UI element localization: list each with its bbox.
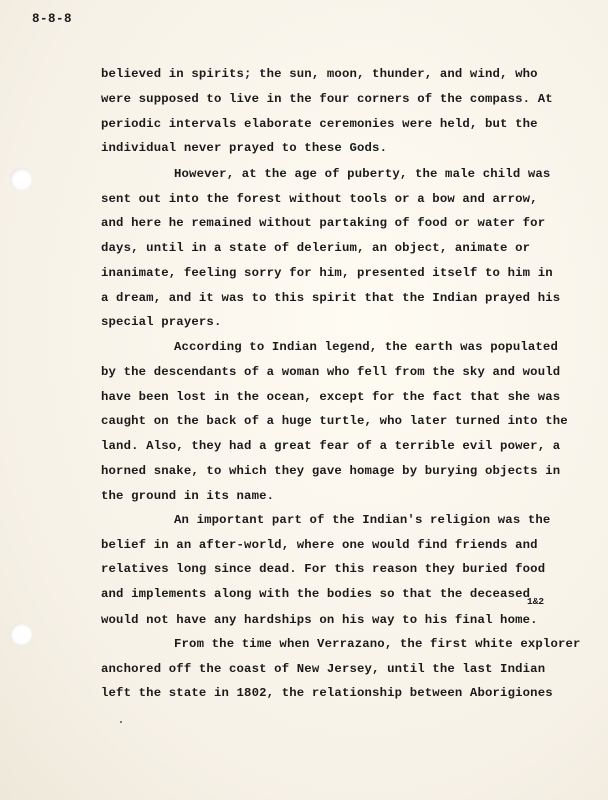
punch-hole-top [10,168,32,190]
text-line: belief in an after-world, where one would find friends and [101,538,538,552]
text-line: land. Also, they had a great fear of a terrible evil power, a [101,439,561,453]
text-line: left the state in 1802, the relationship between Aborigiones [101,686,553,700]
text-line: However, at the age of puberty, the male child was [174,167,551,181]
text-line: the ground in its name. [101,489,275,503]
page-reference: 8-8-8 [32,12,73,26]
text-line: were supposed to live in the four corners of the compass. At [101,92,553,106]
footnote-marker: 1&2 [527,596,545,607]
text-line: by the descendants of a woman who fell from the sky and would [101,365,561,379]
text-line: individual never prayed to these Gods. [101,141,388,155]
text-line: sent out into the forest without tools or a bow and arrow, [101,192,538,206]
text-line: and implements along with the bodies so that the deceased [101,587,531,601]
text-line: An important part of the Indian's religion was the [174,513,551,527]
text-line: inanimate, feeling sorry for him, presented itself to him in [101,266,553,280]
text-line: believed in spirits; the sun, moon, thunder, and wind, who [101,67,538,81]
text-line: special prayers. [101,315,222,329]
text-line: From the time when Verrazano, the first white explorer [174,637,581,651]
text-line: horned snake, to which they gave homage by burying objects in [101,464,561,478]
text-line: a dream, and it was to this spirit that the Indian prayed his [101,291,561,305]
text-line: days, until in a state of delerium, an object, animate or [101,241,531,255]
text-line: have been lost in the ocean, except for the fact that she was [101,390,561,404]
paper-speck [120,721,122,723]
text-line: caught on the back of a huge turtle, who later turned into the [101,414,568,428]
text-line: anchored off the coast of New Jersey, until the last Indian [101,662,546,676]
text-line: According to Indian legend, the earth was populated [174,340,558,354]
text-line: would not have any hardships on his way to his final home. [101,613,538,627]
punch-hole-bottom [10,623,32,645]
text-line: and here he remained without partaking of food or water for [101,216,546,230]
text-line: relatives long since dead. For this reason they buried food [101,562,546,576]
text-line: periodic intervals elaborate ceremonies were held, but the [101,117,538,131]
